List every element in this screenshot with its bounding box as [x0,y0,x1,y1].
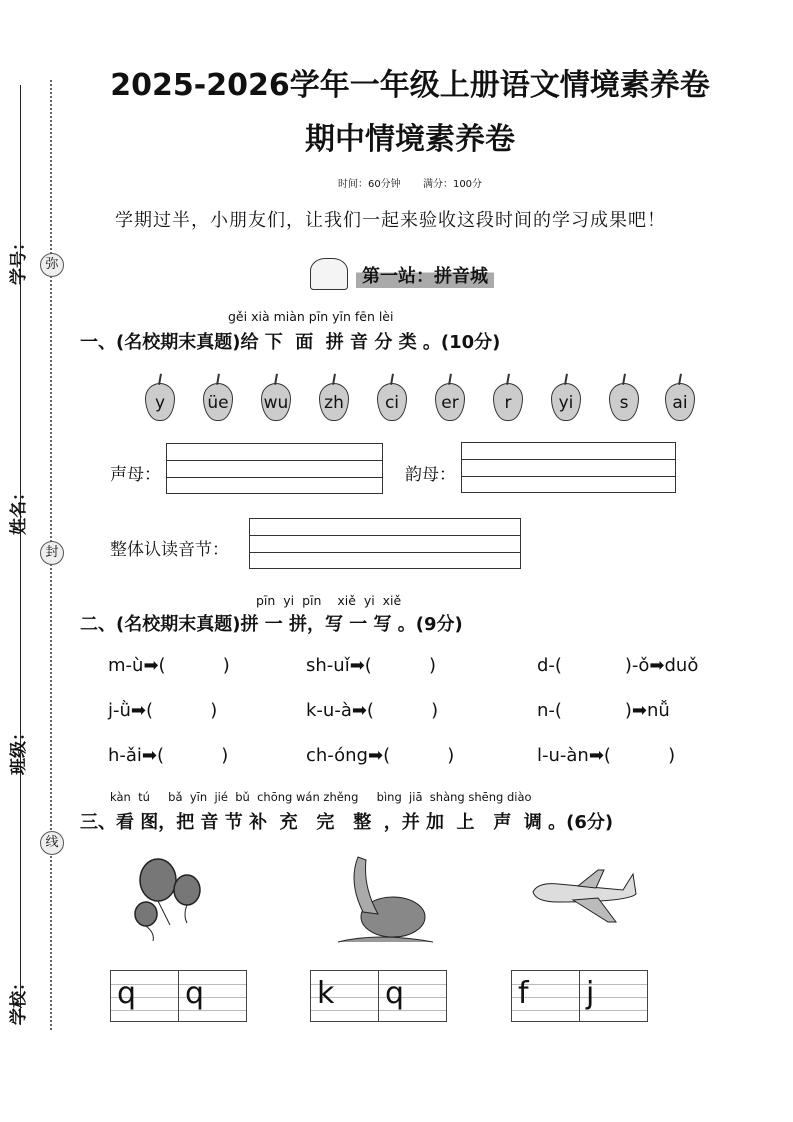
pinyin-pear-r [493,383,523,421]
q3-pinyin: kàn tú bǎ yīn jié bǔ chōng wán zhěng bìng jiā shàng shēng diào [110,790,532,804]
student-id-label: 学号： [9,234,29,285]
pear-pinyin: zh [324,393,344,413]
given-letter: q [185,976,205,1011]
initials-label: 声母： [110,465,161,485]
q1-heading: 一、(名校期末真题)给 下 面 拼 音 分 类 。(10分) [80,332,501,353]
pear-pinyin: er [441,393,459,413]
writing-cell[interactable] [379,971,446,1021]
seal-feng: 封 [40,541,64,565]
whole-syllables-answer-box[interactable] [249,518,521,569]
pinyin-pear-wu [261,383,291,421]
initials-answer-box[interactable] [166,443,383,494]
pear-pinyin: ci [384,393,400,413]
q3-heading: 三、看 图，把 音 节 补 充 完 整 ，并 加 上 声 调 。(6分) [80,812,614,833]
class-label: 班级： [9,724,29,775]
pear-pinyin: y [154,393,166,413]
spelling-item: k-u-à➡( ) [306,700,439,721]
pear-pinyin: s [619,393,629,413]
time-info: 时间：60分钟 [337,179,401,190]
pinyin-pear-ai [665,383,695,421]
name-label: 姓名： [9,484,29,535]
pear-pinyin: üe [207,393,229,413]
spelling-item: d-( )-ǒ➡duǒ [537,655,699,676]
whole-syllables-label: 整体认读音节： [110,540,229,560]
spelling-item: n-( )➡nǚ [537,700,670,721]
given-letter: j [586,976,595,1011]
pinyin-pear-yi [551,383,581,421]
spelling-item: m-ù➡( ) [108,655,230,676]
rabbit-reading-icon [310,258,348,290]
writing-cell[interactable] [311,971,379,1021]
pear-pinyin: ai [672,393,688,413]
page-title: 2025-2026学年一年级上册语文情境素养卷 [110,68,710,103]
spelling-item: sh-uǐ➡( ) [306,655,437,676]
spelling-item: j-ǜ➡( ) [108,700,218,721]
pinyin-pear-y [145,383,175,421]
given-letter: k [317,976,335,1011]
station-banner [310,258,505,290]
finals-label: 韵母： [405,465,456,485]
seal-mi: 弥 [40,253,64,277]
spelling-item: h-ǎi➡( ) [108,745,229,766]
writing-cell[interactable] [580,971,647,1021]
given-letter: q [117,976,137,1011]
writing-box-peacock[interactable] [310,970,447,1022]
q2-pinyin: pīn yi pīn xiě yi xiě [256,593,402,608]
intro-text: 学期过半，小朋友们，让我们一起来验收这段时间的学习成果吧！ [115,210,666,231]
writing-box-balloons[interactable] [110,970,247,1022]
station-title: 第一站：拼音城 [356,262,494,288]
school-label: 学校： [9,974,29,1025]
airplane-picture [528,862,638,937]
peacock-picture [328,852,438,947]
score-info: 满分：100分 [422,179,483,190]
balloons-picture [125,855,215,945]
pinyin-pear-ci [377,383,407,421]
pinyin-pear-s [609,383,639,421]
q2-heading: 二、(名校期末真题)拼 一 拼，写 一 写 。(9分) [80,614,463,635]
exam-meta [0,175,793,190]
writing-box-airplane[interactable] [511,970,648,1022]
seal-xian: 线 [40,831,64,855]
pinyin-pear-üe [203,383,233,421]
given-letter: q [385,976,405,1011]
spelling-item: ch-óng➡( ) [306,745,455,766]
q1-pinyin: gěi xià miàn pīn yīn fēn lèi [228,309,394,324]
writing-cell[interactable] [179,971,246,1021]
pinyin-pear-zh [319,383,349,421]
pear-pinyin: yi [558,393,574,413]
writing-cell[interactable] [512,971,580,1021]
given-letter: f [518,976,529,1011]
spelling-item: l-u-àn➡( ) [537,745,676,766]
pinyin-pear-er [435,383,465,421]
pear-pinyin: wu [263,393,289,413]
writing-cell[interactable] [111,971,179,1021]
page-subtitle: 期中情境素养卷 [305,122,515,157]
pear-pinyin: r [504,393,512,413]
binding-line [20,85,21,1025]
finals-answer-box[interactable] [461,442,676,493]
